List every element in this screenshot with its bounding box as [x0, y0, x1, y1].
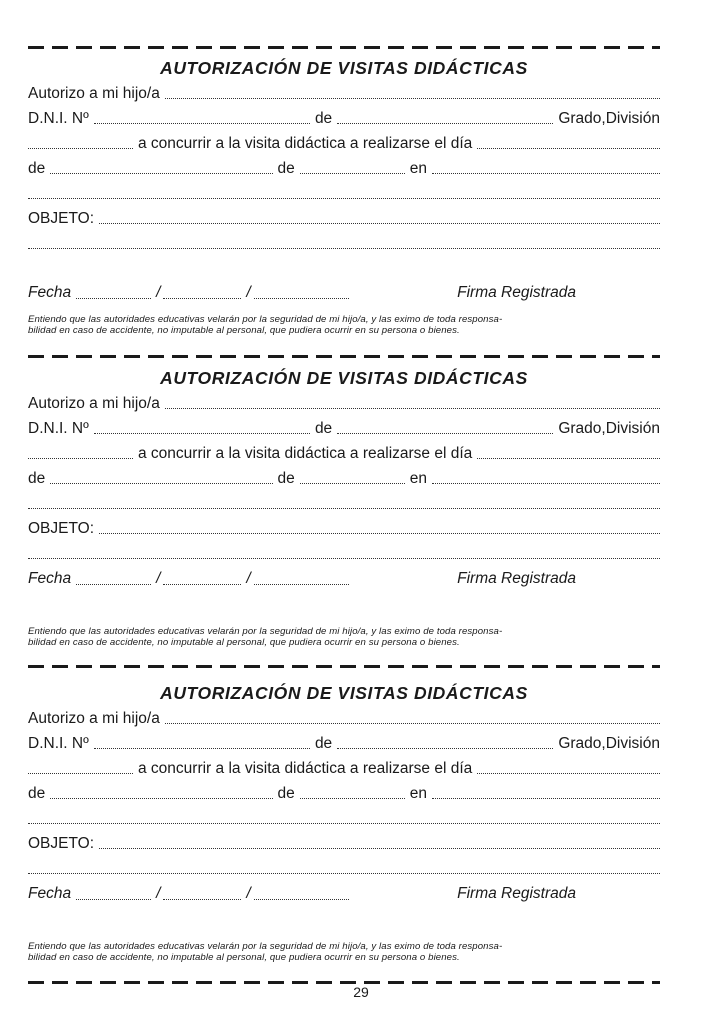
student-name-field[interactable]: [165, 722, 660, 724]
disclaimer-line-1: Entiendo que las autoridades educativas velarán por la seguridad de mi hijo/a, y las eximo de toda responsa-: [28, 941, 503, 952]
date-day-field[interactable]: [76, 898, 151, 900]
visit-date-line: [28, 466, 660, 491]
student-name-line: [28, 391, 660, 416]
grade-field[interactable]: [28, 147, 133, 149]
date-separator: /: [246, 284, 251, 301]
student-name-field[interactable]: [165, 97, 660, 99]
date-separator: /: [156, 284, 161, 301]
label-de: de: [277, 470, 295, 487]
date-year-field[interactable]: [254, 583, 349, 585]
visit-day-line: [28, 131, 660, 156]
label-de: de: [28, 470, 46, 487]
dni-origin-field[interactable]: [337, 432, 553, 434]
objeto-field[interactable]: [99, 847, 660, 849]
disclaimer-line-1: Entiendo que las autoridades educativas velarán por la seguridad de mi hijo/a, y las eximo de toda responsa-: [28, 314, 503, 325]
visit-place-field[interactable]: [432, 797, 660, 799]
visit-day-line: [28, 441, 660, 466]
signature-label: Firma Registrada: [457, 570, 576, 587]
date-month-field[interactable]: [163, 583, 241, 585]
label-objeto: OBJETO:: [28, 210, 95, 227]
objeto-field-2[interactable]: [28, 557, 660, 559]
dni-field[interactable]: [94, 747, 310, 749]
dni-line: [28, 731, 660, 756]
label-autorizo: Autorizo a mi hijo/a: [28, 85, 160, 102]
dni-origin-field[interactable]: [337, 122, 553, 124]
objeto-field-2[interactable]: [28, 247, 660, 249]
dni-line: [28, 416, 660, 441]
date-month-field[interactable]: [163, 898, 241, 900]
visit-day-field[interactable]: [477, 457, 660, 459]
visit-month-field[interactable]: [50, 482, 272, 484]
label-de: de: [314, 110, 333, 127]
form-title: AUTORIZACIÓN DE VISITAS DIDÁCTICAS: [160, 683, 528, 703]
date-day-field[interactable]: [76, 297, 151, 299]
label-concurrir: a concurrir a la visita didáctica a realizarse el día: [138, 445, 473, 462]
date-year-field[interactable]: [254, 297, 349, 299]
objeto-field[interactable]: [99, 532, 660, 534]
label-dni: D.N.I. Nº: [28, 735, 89, 752]
objeto-continuation-line: [28, 856, 660, 881]
label-de: de: [277, 785, 295, 802]
student-name-line: [28, 81, 660, 106]
label-dni: D.N.I. Nº: [28, 420, 89, 437]
label-fecha: Fecha: [28, 284, 72, 301]
label-grado: Grado,División: [558, 110, 660, 127]
signature-label: Firma Registrada: [457, 885, 576, 902]
dni-field[interactable]: [94, 122, 310, 124]
label-de: de: [314, 420, 333, 437]
dni-line: [28, 106, 660, 131]
objeto-continuation-line: [28, 231, 660, 256]
visit-date-line: [28, 156, 660, 181]
blank-line: [28, 181, 660, 206]
grade-field[interactable]: [28, 772, 133, 774]
date-year-field[interactable]: [254, 898, 349, 900]
date-signature-line: [28, 280, 660, 306]
label-de: de: [28, 160, 46, 177]
visit-month-field[interactable]: [50, 172, 272, 174]
label-objeto: OBJETO:: [28, 520, 95, 537]
cut-line-1: [28, 355, 660, 358]
cut-line-2: [28, 665, 660, 668]
disclaimer-line-2: bilidad en caso de accidente, no imputable al personal, que pudiera ocurrir en su persona o bienes.: [28, 637, 460, 648]
date-day-field[interactable]: [76, 583, 151, 585]
label-en: en: [409, 160, 427, 177]
signature-label: Firma Registrada: [457, 284, 576, 301]
visit-year-field[interactable]: [300, 482, 405, 484]
visit-month-field[interactable]: [50, 797, 272, 799]
blank-line: [28, 491, 660, 516]
student-name-line: [28, 706, 660, 731]
objeto-field[interactable]: [99, 222, 660, 224]
objeto-line: [28, 831, 660, 856]
label-concurrir: a concurrir a la visita didáctica a realizarse el día: [138, 135, 473, 152]
form-title: AUTORIZACIÓN DE VISITAS DIDÁCTICAS: [160, 368, 528, 388]
label-grado: Grado,División: [558, 735, 660, 752]
objeto-continuation-line: [28, 541, 660, 566]
label-dni: D.N.I. Nº: [28, 110, 89, 127]
label-en: en: [409, 470, 427, 487]
date-month-field[interactable]: [163, 297, 241, 299]
authorization-form-1: [28, 55, 660, 336]
student-name-field[interactable]: [165, 407, 660, 409]
disclaimer-line-2: bilidad en caso de accidente, no imputable al personal, que pudiera ocurrir en su persona o bienes.: [28, 325, 460, 336]
visit-place-field[interactable]: [432, 172, 660, 174]
label-concurrir: a concurrir a la visita didáctica a realizarse el día: [138, 760, 473, 777]
objeto-field-2[interactable]: [28, 872, 660, 874]
date-separator: /: [246, 885, 251, 902]
label-de: de: [277, 160, 295, 177]
form-title: AUTORIZACIÓN DE VISITAS DIDÁCTICAS: [160, 58, 528, 78]
disclaimer-line-1: Entiendo que las autoridades educativas velarán por la seguridad de mi hijo/a, y las eximo de toda responsa-: [28, 626, 503, 637]
visit-place-field[interactable]: [432, 482, 660, 484]
objeto-line: [28, 206, 660, 231]
date-signature-line: [28, 566, 660, 592]
visit-year-field[interactable]: [300, 172, 405, 174]
label-de: de: [314, 735, 333, 752]
date-separator: /: [156, 885, 161, 902]
label-objeto: OBJETO:: [28, 835, 95, 852]
label-autorizo: Autorizo a mi hijo/a: [28, 395, 160, 412]
visit-date-line: [28, 781, 660, 806]
authorization-form-3: [28, 680, 660, 963]
dni-field[interactable]: [94, 432, 310, 434]
grade-field[interactable]: [28, 457, 133, 459]
cut-line-top: [28, 46, 660, 49]
page-number: 29: [353, 984, 369, 1000]
authorization-form-2: [28, 365, 660, 648]
disclaimer-line-2: bilidad en caso de accidente, no imputable al personal, que pudiera ocurrir en su persona o bienes.: [28, 952, 460, 963]
dni-origin-field[interactable]: [337, 747, 553, 749]
blank-line: [28, 806, 660, 831]
extra-field[interactable]: [28, 507, 660, 509]
date-separator: /: [246, 570, 251, 587]
extra-field[interactable]: [28, 197, 660, 199]
label-autorizo: Autorizo a mi hijo/a: [28, 710, 160, 727]
visit-year-field[interactable]: [300, 797, 405, 799]
date-separator: /: [156, 570, 161, 587]
visit-day-field[interactable]: [477, 147, 660, 149]
visit-day-field[interactable]: [477, 772, 660, 774]
objeto-line: [28, 516, 660, 541]
label-de: de: [28, 785, 46, 802]
label-grado: Grado,División: [558, 420, 660, 437]
label-fecha: Fecha: [28, 570, 72, 587]
extra-field[interactable]: [28, 822, 660, 824]
visit-day-line: [28, 756, 660, 781]
label-fecha: Fecha: [28, 885, 72, 902]
date-signature-line: [28, 881, 660, 907]
label-en: en: [409, 785, 427, 802]
